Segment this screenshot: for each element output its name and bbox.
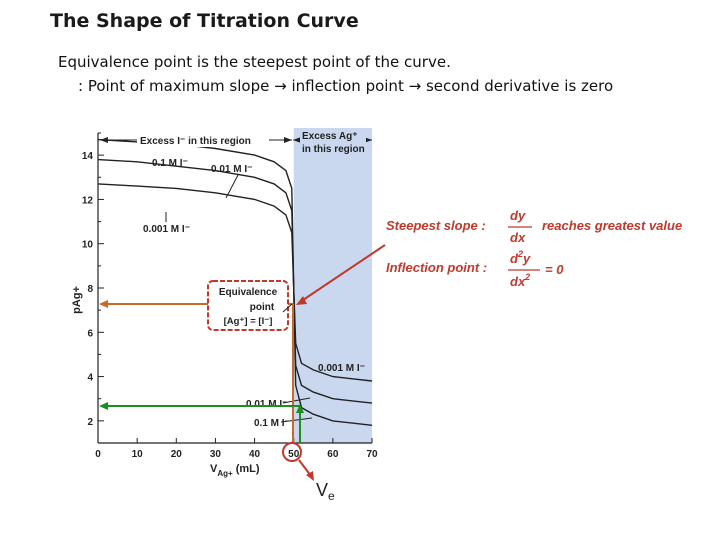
excess-i-arrowhead-left (100, 137, 108, 143)
x-tick-label: 70 (366, 449, 378, 460)
right-arrow-icon: → (274, 77, 287, 95)
equals-zero-label: = 0 (545, 262, 564, 277)
equivalence-label-1: Equivalence (218, 287, 278, 298)
curve-label-0001-right: 0.001 M I⁻ (318, 363, 365, 374)
y-tick-label: 12 (81, 195, 93, 207)
x-tick-label: 10 (131, 449, 143, 460)
subtitle-part-3: second derivative is zero (425, 77, 614, 95)
dx-label: dx (510, 230, 526, 245)
excess-i-label: Excess I⁻ in this region (140, 136, 251, 147)
equivalence-label-2: point (249, 302, 275, 313)
x-tick-label: 50 (288, 449, 300, 460)
dx2-label: $dx^2$ (510, 272, 531, 289)
inflection-label: Inflection point : (386, 260, 488, 275)
y-tick-label: 2 (87, 416, 93, 428)
y-tick-label: 6 (87, 328, 93, 340)
curve-label-01-top: 0.1 M I⁻ (152, 158, 188, 169)
curve-label-001-top-leader (226, 175, 238, 198)
curve-label-001-bottom: 0.01 M I⁻ (246, 399, 288, 410)
equivalence-label-3: [Ag⁺] = [I⁻] (223, 316, 273, 327)
excess-ag-region (294, 128, 372, 443)
y-axis-label: pAg+ (71, 286, 83, 314)
orange-arrowhead (99, 300, 108, 308)
x-axis-label: $V_{Ag+}$ (mL) (210, 463, 260, 478)
d2y-label: $d^2y$ (510, 249, 531, 266)
x-tick-label: 0 (95, 449, 101, 460)
y-tick-label: 14 (81, 151, 93, 163)
x-tick-label: 30 (209, 449, 221, 460)
excess-ag-label-2: in this region (302, 144, 365, 155)
excess-i-arrowhead-right (284, 137, 292, 143)
y-tick-label: 4 (87, 372, 93, 384)
subtitle-line-1: Equivalence point is the steepest point of the curve. (58, 53, 451, 71)
x-tick-label: 20 (170, 449, 182, 460)
y-tick-label: 10 (81, 239, 93, 251)
x-tick-label: 60 (327, 449, 339, 460)
green-arrowhead-left (99, 402, 108, 410)
page-title: The Shape of Titration Curve (50, 10, 359, 32)
dy-label: dy (510, 208, 526, 223)
curve-label-01-bottom: 0.1 M I⁻ (254, 418, 290, 429)
y-tick-label: 8 (87, 284, 93, 295)
curve-label-0001-left: 0.001 M I⁻ (143, 224, 190, 235)
reaches-label: reaches greatest value (542, 218, 683, 233)
excess-ag-label-1: Excess Ag⁺ (302, 131, 358, 142)
x-tick-label: 40 (249, 449, 261, 460)
steepest-slope-label: Steepest slope : (386, 218, 486, 233)
curve-label-001-top: 0.01 M I⁻ (211, 164, 253, 175)
ve-label: $V_e$ (316, 480, 335, 503)
right-arrow-icon: → (408, 77, 422, 95)
subtitle-part-1: : Point of maximum slope (78, 77, 270, 95)
subtitle-part-2: inflection point (291, 77, 404, 95)
